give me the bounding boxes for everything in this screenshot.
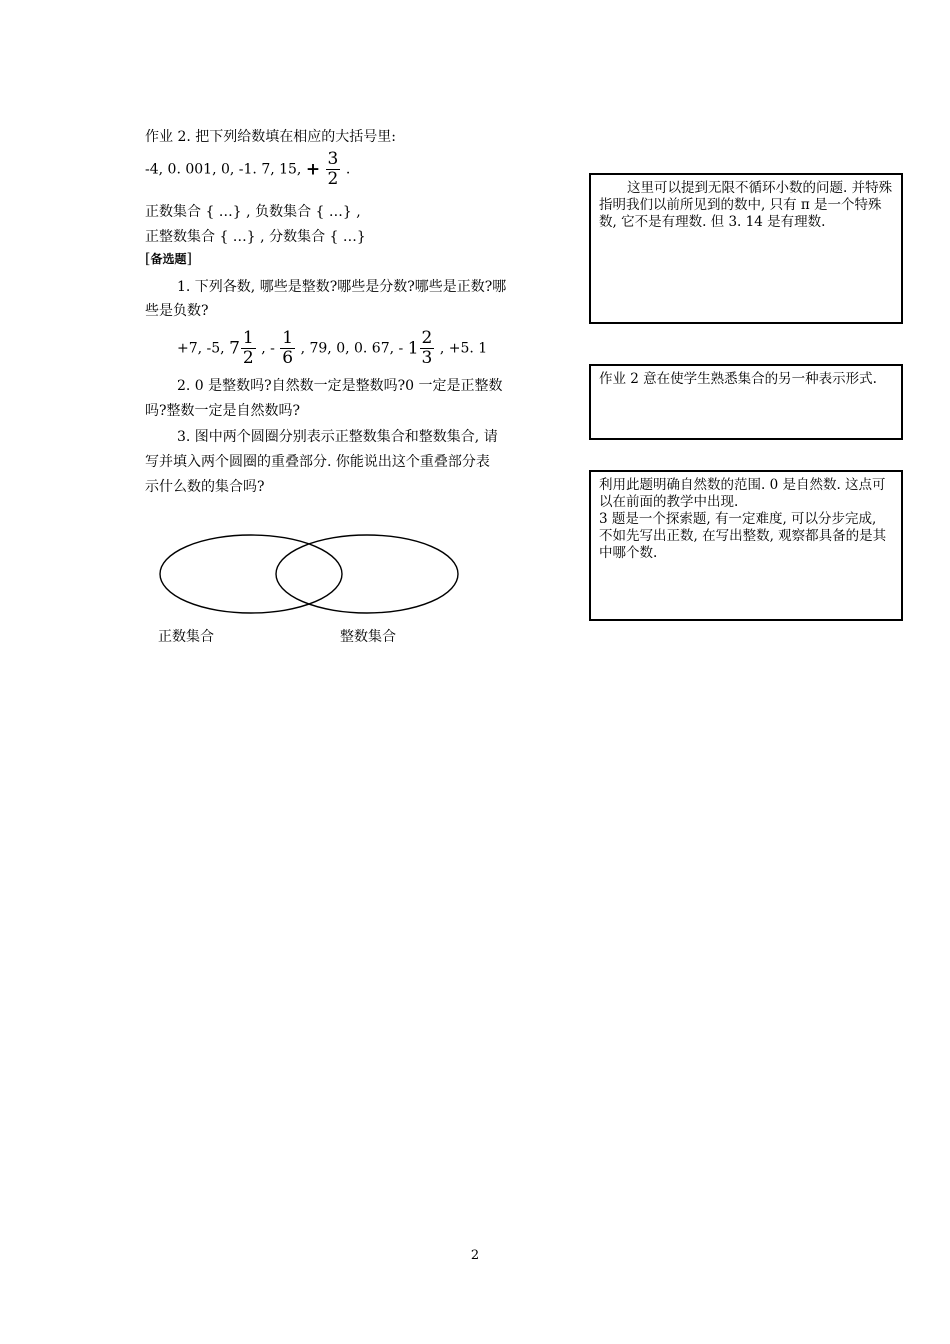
venn-diagram — [150, 530, 470, 622]
note3-text-a: 利用此题明确自然数的范围. 0 是自然数. 这点可以在前面的教学中出现. — [599, 477, 886, 510]
q1-mix2-int: 1 — [407, 338, 419, 359]
q1-mix2-num: 2 — [421, 328, 433, 348]
q3-text-a: 3. 图中两个圆圈分别表示正整数集合和整数集合, 请 — [177, 429, 498, 445]
q1-f2 — [280, 329, 295, 368]
q1-text-b: 些是负数? — [145, 303, 209, 319]
beixuan-label: 备选题 — [150, 252, 187, 266]
hw2-numbers — [145, 150, 350, 189]
note-box-2 — [589, 364, 903, 440]
venn-left-label: 正数集合 — [158, 629, 214, 645]
hw2-sets-line1: 正数集合 { …} , 负数集合 { …} , — [145, 204, 361, 220]
note-box-1 — [589, 173, 903, 324]
q1-f2-den: 6 — [282, 348, 294, 368]
q1-p2: , 79, 0, 0. 67, - — [300, 340, 404, 357]
q2-text-b: 吗?整数一定是自然数吗? — [145, 403, 301, 419]
q2-text-a: 2. 0 是整数吗?自然数一定是整数吗?0 一定是正整数 — [177, 378, 503, 394]
page-number: 2 — [470, 1248, 480, 1263]
q1-p3: , +5. 1 — [439, 340, 488, 357]
hw2-frac-num: 3 — [327, 149, 339, 169]
beixuan-heading: [备选题] — [145, 251, 192, 267]
venn-left-circle — [160, 535, 342, 613]
hw2-sets-line2: 正整数集合 { …} , 分数集合 { …} — [145, 229, 366, 245]
venn-right-label: 整数集合 — [340, 629, 396, 645]
q1-mix1-den: 2 — [242, 348, 254, 368]
q1-mix2-frac — [420, 329, 435, 368]
hw2-frac-den: 2 — [327, 169, 339, 189]
hw2-frac-sign: + — [305, 159, 321, 180]
q1-f2-num: 1 — [282, 328, 294, 348]
q1-mix2-den: 3 — [421, 348, 433, 368]
hw2-numbers-prefix: -4, 0. 001, 0, -1. 7, 15, — [145, 161, 302, 178]
q1-numbers — [177, 329, 487, 368]
q3-text-b: 写并填入两个圆圈的重叠部分. 你能说出这个重叠部分表 — [145, 454, 490, 470]
note1-text: 这里可以提到无限不循环小数的问题. 并特殊指明我们以前所见到的数中, 只有 π 是一个特殊数, 它不是有理数. 但 3. 14 是有理数. — [599, 180, 893, 230]
q1-mix1-frac — [241, 329, 256, 368]
q1-mix1-num: 1 — [242, 328, 254, 348]
q1-sep1: , - — [261, 340, 275, 357]
venn-right-circle — [276, 535, 458, 613]
q1-text-a: 1. 下列各数, 哪些是整数?哪些是分数?哪些是正数?哪 — [177, 279, 507, 295]
hw2-title: 作业 2. 把下列给数填在相应的大括号里: — [145, 129, 396, 145]
note-box-3 — [589, 470, 903, 621]
q1-p1: +7, -5, — [177, 340, 225, 357]
hw2-fraction — [326, 150, 341, 189]
note3-text-b: 3 题是一个探索题, 有一定难度, 可以分步完成, 不如先写出正数, 在写出整数, 观察都具备的是其中哪个数. — [599, 511, 887, 561]
q3-text-c: 示什么数的集合吗? — [145, 479, 265, 495]
note2-text: 作业 2 意在使学生熟悉集合的另一种表示形式. — [599, 371, 877, 387]
q1-mix1-int: 7 — [229, 338, 240, 359]
hw2-numbers-suffix: . — [345, 161, 351, 178]
